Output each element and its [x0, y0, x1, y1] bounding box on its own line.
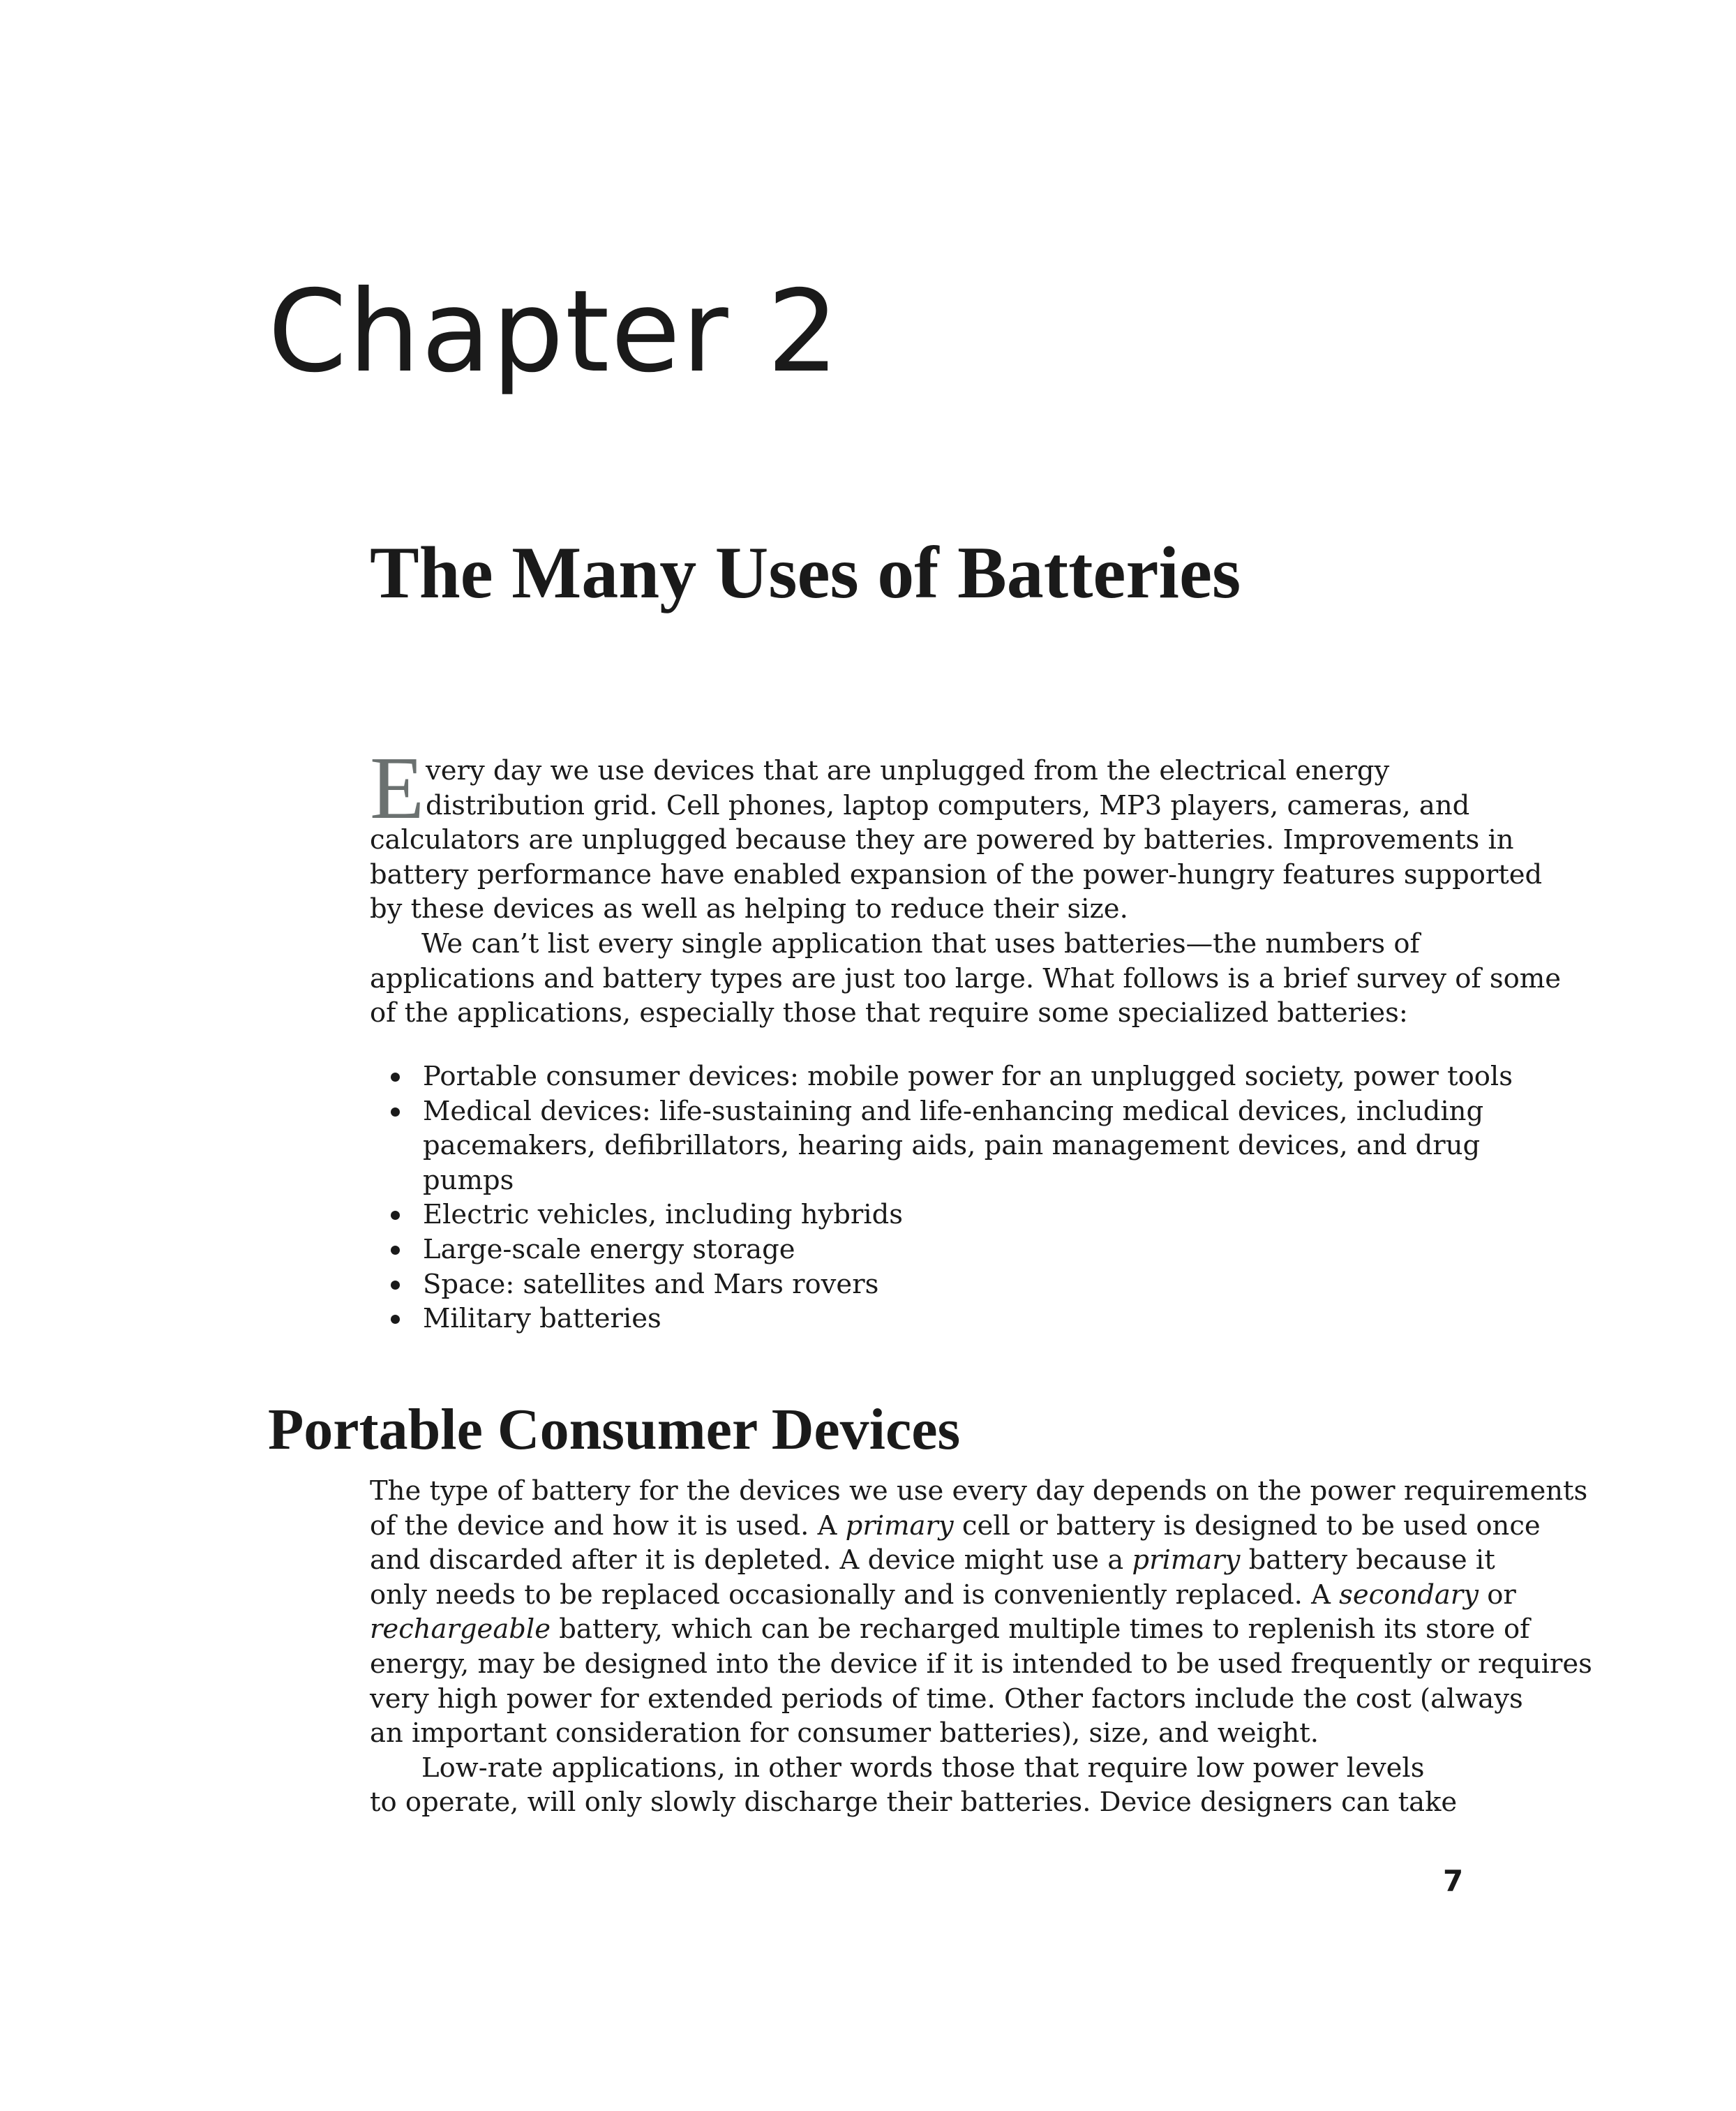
intro-line: battery performance have enabled expansion of the power-hungry features supported — [370, 858, 1543, 890]
intro-line: calculators are unplugged because they are powered by batteries. Improvements in — [370, 824, 1514, 856]
list-item — [370, 1267, 1469, 1302]
intro-line-text: We can’t list every single application that uses batteries—the numbers of — [421, 927, 1420, 960]
paragraph-line — [370, 1751, 1472, 1786]
paragraph-line: an important consideration for consumer batteries), size, and weight. — [370, 1717, 1319, 1750]
text-run: cell or battery is designed to be used once — [953, 1509, 1541, 1542]
section-heading: Portable Consumer Devices — [268, 1397, 961, 1462]
intro-line: very day we use devices that are unplugged from the electrical energy — [426, 755, 1390, 786]
italic-term: primary — [845, 1509, 954, 1542]
intro-line: distribution grid. Cell phones, laptop computers, MP3 players, cameras, and — [426, 789, 1470, 821]
text-run: of the device and how it is used. A — [370, 1509, 846, 1542]
paragraph-line — [370, 1612, 1530, 1647]
list-item-text: Medical devices: life-sustaining and life-enhancing medical devices, including — [423, 1095, 1484, 1127]
drop-cap: E — [370, 738, 425, 837]
text-run: battery because it — [1240, 1544, 1495, 1576]
paragraph-line — [370, 1578, 1516, 1613]
text-run: Low-rate applications, in other words those that require low power levels — [421, 1752, 1425, 1784]
section-paragraph — [370, 1474, 1592, 1820]
list-item-text: Military batteries — [423, 1303, 661, 1335]
paragraph-line — [370, 1509, 1541, 1544]
list-item — [370, 1094, 1484, 1198]
list-item-text: Electric vehicles, including hybrids — [423, 1199, 904, 1231]
bullet-icon — [391, 1315, 400, 1324]
bullet-icon — [391, 1073, 400, 1082]
italic-term: primary — [1132, 1544, 1241, 1576]
list-item-text: pumps — [423, 1164, 514, 1196]
text-run: battery, which can be recharged multiple times to replenish its store of — [551, 1613, 1530, 1646]
application-list — [370, 1059, 1513, 1336]
paragraph-line — [370, 1543, 1495, 1578]
page-number: 7 — [1443, 1864, 1464, 1898]
bullet-icon — [391, 1211, 400, 1220]
chapter-title: The Many Uses of Batteries — [370, 532, 1241, 613]
intro-line — [370, 927, 1472, 962]
bullet-icon — [391, 1281, 400, 1290]
chapter-label: Chapter 2 — [268, 267, 841, 398]
italic-term: secondary — [1339, 1579, 1479, 1611]
bullet-icon — [391, 1107, 400, 1117]
paragraph-line: The type of battery for the devices we use every day depends on the power requirements — [370, 1475, 1588, 1507]
text-run: or — [1478, 1579, 1516, 1611]
text-run: only needs to be replaced occasionally and is conveniently replaced. A — [370, 1579, 1340, 1611]
intro-line: of the applications, especially those that require some specialized batteries: — [370, 997, 1408, 1029]
paragraph-line: to operate, will only slowly discharge their batteries. Device designers can take — [370, 1786, 1458, 1819]
bullet-icon — [391, 1246, 400, 1255]
list-item-text: Space: satellites and Mars rovers — [423, 1268, 879, 1300]
list-item-text: Large-scale energy storage — [423, 1233, 795, 1265]
intro-line: by these devices as well as helping to reduce their size. — [370, 893, 1128, 925]
list-item-text: Portable consumer devices: mobile power for an unplugged society, power tools — [423, 1061, 1513, 1092]
list-item — [370, 1232, 1469, 1267]
intro-paragraph — [370, 754, 1562, 1031]
paragraph-line: energy, may be designed into the device if it is intended to be used frequently or requires — [370, 1648, 1592, 1680]
italic-term: rechargeable — [370, 1613, 551, 1646]
paragraph-line: very high power for extended periods of time. Other factors include the cost (always — [370, 1683, 1523, 1715]
intro-line: applications and battery types are just too large. What follows is a brief survey of some — [370, 962, 1562, 994]
list-item-text: pacemakers, defibrillators, hearing aids, pain management devices, and drug — [423, 1130, 1481, 1162]
text-run: and discarded after it is depleted. A device might use a — [370, 1544, 1132, 1576]
list-item — [370, 1059, 1513, 1094]
list-item — [370, 1301, 1469, 1336]
list-item — [370, 1198, 1469, 1232]
